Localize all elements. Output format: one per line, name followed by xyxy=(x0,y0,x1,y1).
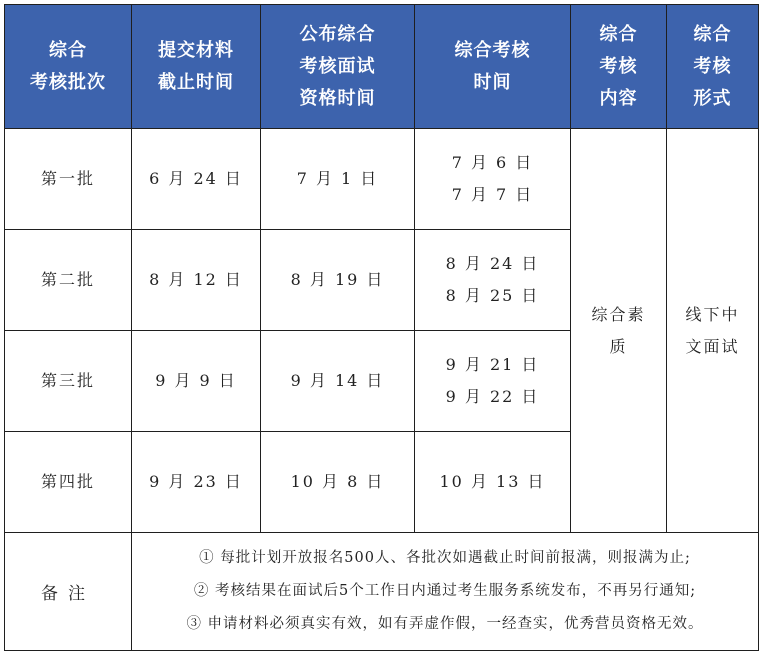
deadline-cell: 6 月 24 日 xyxy=(132,129,261,230)
batch-cell: 第三批 xyxy=(5,331,132,432)
header-format: 综合 考核 形式 xyxy=(667,5,759,129)
deadline-cell: 8 月 12 日 xyxy=(132,230,261,331)
exam-dates-cell: 8 月 24 日 8 月 25 日 xyxy=(415,230,571,331)
exam-dates-cell: 9 月 21 日 9 月 22 日 xyxy=(415,331,571,432)
notes-label: 备注 xyxy=(5,533,132,651)
notes-body xyxy=(132,533,759,651)
qualification-cell: 9 月 14 日 xyxy=(261,331,415,432)
content-cell: 综合素 质 xyxy=(571,129,667,533)
header-row xyxy=(5,5,759,129)
note-item: ① 每批计划开放报名500人、各批次如遇截止时间前报满，则报满为止; xyxy=(199,550,691,566)
header-batch: 综合 考核批次 xyxy=(5,5,132,129)
batch-cell: 第四批 xyxy=(5,432,132,533)
header-exam-time: 综合考核 时间 xyxy=(415,5,571,129)
table-row xyxy=(5,129,759,230)
notes-row xyxy=(5,533,759,651)
qualification-cell: 10 月 8 日 xyxy=(261,432,415,533)
header-content: 综合 考核 内容 xyxy=(571,5,667,129)
header-qualification: 公布综合 考核面试 资格时间 xyxy=(261,5,415,129)
qualification-cell: 7 月 1 日 xyxy=(261,129,415,230)
note-item: ③ 申请材料必须真实有效，如有弄虚作假，一经查实，优秀营员资格无效。 xyxy=(186,616,704,632)
exam-dates-cell: 7 月 6 日 7 月 7 日 xyxy=(415,129,571,230)
format-cell: 线下中 文面试 xyxy=(667,129,759,533)
batch-cell: 第二批 xyxy=(5,230,132,331)
deadline-cell: 9 月 9 日 xyxy=(132,331,261,432)
deadline-cell: 9 月 23 日 xyxy=(132,432,261,533)
schedule-table xyxy=(4,4,759,651)
note-item: ② 考核结果在面试后5个工作日内通过考生服务系统发布，不再另行通知; xyxy=(193,583,697,599)
qualification-cell: 8 月 19 日 xyxy=(261,230,415,331)
header-deadline: 提交材料 截止时间 xyxy=(132,5,261,129)
exam-dates-cell: 10 月 13 日 xyxy=(415,432,571,533)
batch-cell: 第一批 xyxy=(5,129,132,230)
